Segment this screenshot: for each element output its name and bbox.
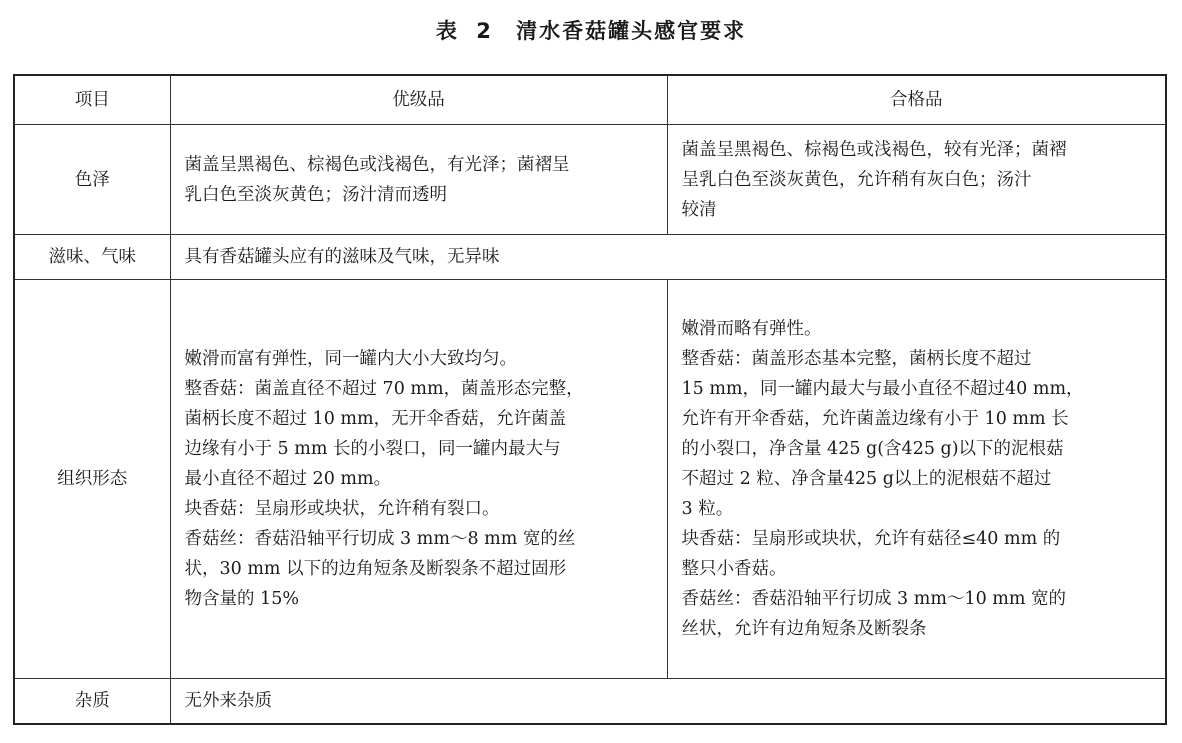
text-line: 块香菇：呈扇形或块状，允许有菇径≤40 mm 的	[681, 529, 1061, 549]
text-line: 状，30 mm 以下的边角短条及断裂条不超过固形	[184, 559, 567, 579]
cell-tissue-superior	[170, 280, 667, 679]
table-row-impurity	[14, 679, 1166, 725]
table-title-number: 2	[476, 19, 493, 43]
text-line: 15 mm，同一罐内最大与最小直径不超过40 mm，	[681, 379, 1084, 399]
text-line: 的小裂口，净含量 425 g(含425 g)以下的泥根菇	[681, 439, 1064, 459]
text-line: 整香菇：菌盖形态基本完整，菌柄长度不超过	[681, 349, 1032, 369]
text-line: 较清	[681, 199, 717, 220]
cell-color-superior	[170, 125, 667, 235]
row-label-color: 色泽	[14, 125, 170, 235]
text-line: 香菇丝：香菇沿轴平行切成 3 mm～8 mm 宽的丝	[184, 529, 576, 549]
table-title-prefix: 表	[435, 19, 459, 43]
text-line: 香菇丝：香菇沿轴平行切成 3 mm～10 mm 宽的	[681, 589, 1067, 609]
header-qualified: 合格品	[667, 75, 1166, 125]
table-row-taste	[14, 235, 1166, 280]
text-line: 呈乳白色至淡灰黄色，允许稍有灰白色；汤汁	[681, 169, 1032, 190]
text-line: 菌柄长度不超过 10 mm，无开伞香菇，允许菌盖	[184, 409, 567, 429]
header-superior: 优级品	[170, 75, 667, 125]
text-line: 允许有开伞香菇，允许菌盖边缘有小于 10 mm 长	[681, 409, 1069, 429]
text-line: 整香菇：菌盖直径不超过 70 mm，菌盖形态完整，	[184, 379, 584, 399]
cell-color-qualified	[667, 125, 1166, 235]
text-line: 整只小香菇。	[681, 559, 787, 579]
cell-tissue-qualified	[667, 280, 1166, 679]
text-line: 菌盖呈黑褐色、棕褐色或浅褐色，有光泽；菌褶呈	[184, 154, 570, 175]
text-line: 边缘有小于 5 mm 长的小裂口，同一罐内最大与	[184, 439, 561, 459]
text-line: 菌盖呈黑褐色、棕褐色或浅褐色，较有光泽；菌褶	[681, 139, 1067, 160]
table-row-tissue	[14, 280, 1166, 679]
text-line: 块香菇：呈扇形或块状，允许稍有裂口。	[184, 499, 500, 519]
row-label-taste: 滋味、气味	[14, 235, 170, 280]
text-line: 嫩滑而略有弹性。	[681, 319, 822, 339]
text-line: 丝状，允许有边角短条及断裂条	[681, 619, 927, 639]
text-line: 3 粒。	[681, 499, 734, 519]
table-title-text: 清水香菇罐头感官要求	[516, 19, 747, 43]
text-line: 最小直径不超过 20 mm。	[184, 469, 392, 489]
row-label-tissue: 组织形态	[14, 280, 170, 679]
cell-impurity-value: 无外来杂质	[170, 679, 1166, 725]
text-line: 物含量的 15%	[184, 589, 299, 609]
table-header-row	[14, 75, 1166, 125]
header-item: 项目	[14, 75, 170, 125]
sensory-requirements-table	[13, 74, 1167, 725]
table-title	[0, 14, 1182, 48]
table-row-color	[14, 125, 1166, 235]
cell-taste-value: 具有香菇罐头应有的滋味及气味，无异味	[170, 235, 1166, 280]
row-label-impurity: 杂质	[14, 679, 170, 725]
text-line: 不超过 2 粒、净含量425 g以上的泥根菇不超过	[681, 469, 1052, 489]
text-line: 嫩滑而富有弹性，同一罐内大小大致均匀。	[184, 349, 517, 369]
text-line: 乳白色至淡灰黄色；汤汁清而透明	[184, 184, 447, 205]
